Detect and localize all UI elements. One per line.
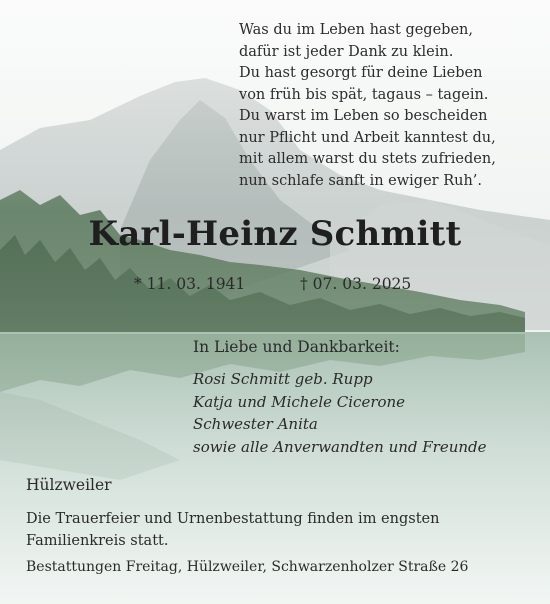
birth-date: * 11. 03. 1941 [134,275,246,293]
poem-line: Du warst im Leben so bescheiden [239,108,488,124]
death-date: † 07. 03. 2025 [300,275,412,293]
poem-line: Was du im Leben hast gegeben, [239,22,473,38]
poem-line: nur Pflicht und Arbeit kanntest du, [239,129,496,146]
deceased-name: Karl-Heinz Schmitt [88,214,462,254]
mourner-name: Schwester Anita [193,415,318,433]
mourners-list [193,368,487,458]
mourner-name: sowie alle Anverwandten und Freunde [193,437,487,456]
funeral-notice-line: Familienkreis statt. [26,532,169,549]
dedication-line: In Liebe und Dankbarkeit: [193,338,400,356]
undertaker-line: Bestattungen Freitag, Hülzweiler, Schwarzenholzer Straße 26 [26,559,469,575]
mourner-name: Katja und Michele Cicerone [193,392,406,411]
funeral-notice [26,509,439,552]
funeral-notice-line: Die Trauerfeier und Urnenbestattung finden im engsten [26,511,440,527]
poem-line: nun schlafe sanft in ewiger Ruh’. [239,172,483,189]
poem-line: Du hast gesorgt für deine Lieben [239,65,483,81]
poem-line: mit allem warst du stets zufrieden, [239,151,496,167]
poem-line: von früh bis spät, tagaus – tagein. [239,86,489,103]
mourner-name: Rosi Schmitt geb. Rupp [193,370,373,388]
memorial-poem [239,20,496,192]
place-name: Hülzweiler [26,476,112,494]
poem-line: dafür ist jeder Dank zu klein. [239,43,454,60]
